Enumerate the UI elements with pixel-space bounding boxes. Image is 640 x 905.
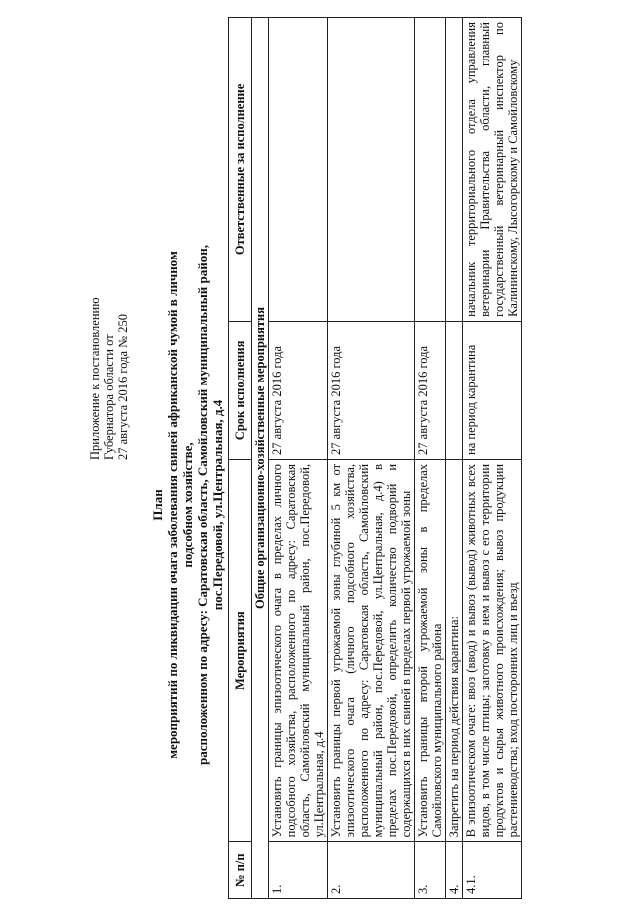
row-term: 27 августа 2016 года [269,321,328,459]
row-activity: Установить границы второй угрожаемой зоны в пределах Самойловского муниципального района [415,459,446,841]
section-row [252,18,269,899]
row-responsible [269,18,328,322]
row-term: на период карантина [463,321,522,459]
header-activity: Мероприятия [229,459,252,841]
row-num: 3. [415,842,446,899]
document-title [150,225,225,785]
header-responsible: Ответственные за исполнение [229,18,252,322]
table-row [446,18,463,899]
row-num: 2. [328,842,415,899]
row-num: 4. [446,842,463,899]
title-heading: План [150,489,165,521]
row-responsible: начальник территориального отдела управления ветеринарии Правительства области, главный государственный ветеринарный инспектор по Калининскому, Лысогорскому и Самойловскому [463,18,522,322]
appendix-note [88,285,130,460]
appendix-line-2: Губернатора области от [102,334,116,460]
row-activity: В эпизоотическом очаге: ввоз (ввод) и вывоз (вывод) животных всех видов, в том числе птицы; заготовку в нем и вывоз с его территории продуктов и сырья животного происхождения; вывоз продукции растениеводства; вход посторонних лиц и въезд [463,459,522,841]
title-line-1: мероприятий по ликвидации очага заболевания свиней африканской чумой в личном подсобном хозяйстве, [165,251,195,759]
header-num: № п/п [229,842,252,899]
section-title: Общие организационно-хозяйственные мероприятия [252,18,269,899]
row-num: 1. [269,842,328,899]
row-responsible [415,18,446,322]
title-line-2: расположенном по адресу: Саратовская область, Самойловский муниципальный район, [195,245,210,765]
table-row [328,18,415,899]
row-activity: Запретить на период действия карантина: [446,459,463,841]
row-num: 4.1. [463,842,522,899]
table-row [463,18,522,899]
row-term: 27 августа 2016 года [415,321,446,459]
row-responsible [328,18,415,322]
table-row [415,18,446,899]
row-activity: Установить границы эпизоотического очага в пределах личного подсобного хозяйства, расположенного по адресу: Саратовская область, Самойловский муниципальный район, пос.Передовой, ул.Центральная, д.4 [269,459,328,841]
table-row [269,18,328,899]
table-header-row [229,18,252,899]
row-term: 27 августа 2016 года [328,321,415,459]
row-term [446,321,463,459]
title-line-3: пос.Передовой, ул.Центральная, д.4 [210,399,225,611]
row-activity: Установить границы первой угрожаемой зоны глубиной 5 км от эпизоотического очага (личного подсобного хозяйства, расположенного по адресу: Саратовская область, Самойловский муниципальный район, пос.Передовой, ул.Центральная, д.4) в пределах пос.Передовой, определить количество подворий и содержащихся в них свиней в пределах первой угрожаемой зоны [328,459,415,841]
row-responsible [446,18,463,322]
appendix-line-3: 27 августа 2016 года № 250 [116,314,130,460]
appendix-line-1: Приложение к постановлению [88,297,102,460]
plan-table [228,17,522,899]
header-term: Срок исполнения [229,321,252,459]
